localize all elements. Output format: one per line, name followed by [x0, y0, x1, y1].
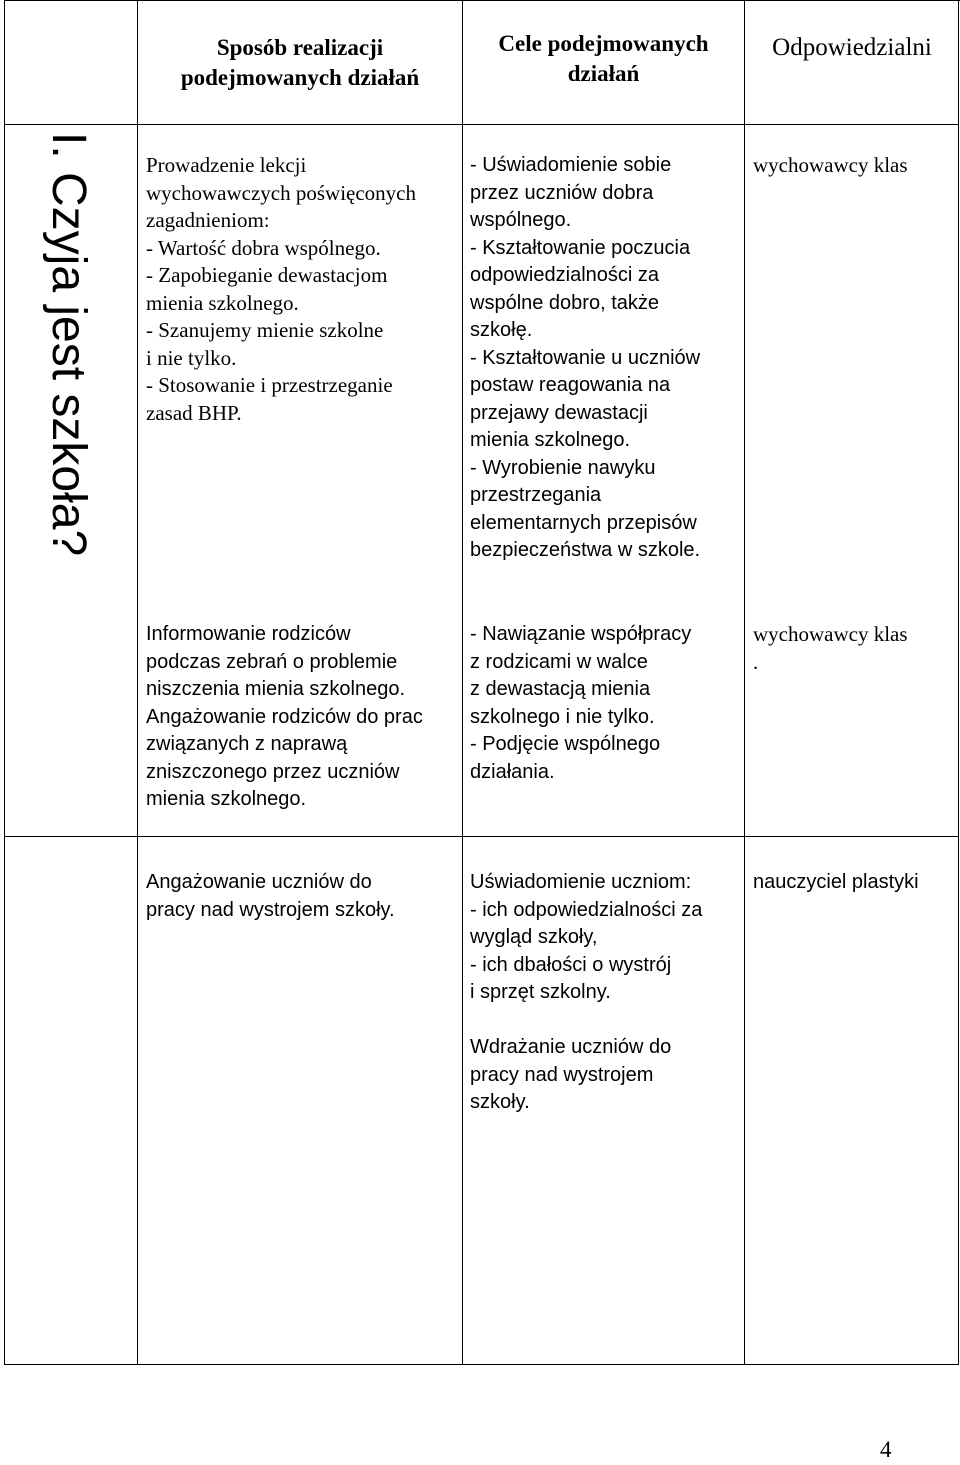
table-border-bottom [4, 1364, 959, 1365]
section-title: I. Czyja jest szkoła? [42, 132, 95, 557]
row3-responsible: nauczyciel plastyki [753, 871, 919, 893]
column-divider-1 [137, 0, 138, 1365]
column-divider-3 [744, 0, 745, 1365]
header-goals: Cele podejmowanych działań [498, 31, 709, 86]
row3-method: Angażowanie uczniów do pracy nad wystrojem szkoły. [146, 871, 395, 921]
row2-method: Informowanie rodziców podczas zebrań o problemie niszczenia mienia szkolnego. Angażowanie rodziców do prac związanych z naprawą zniszczonego przez uczniów mienia szkolnego. [146, 623, 423, 810]
row3-goals: Uświadomienie uczniom: - ich odpowiedzialności za wygląd szkoły, - ich dbałości o wystrój i sprzęt szkolny. [470, 871, 703, 1003]
page-number: 4 [880, 1437, 892, 1462]
header-responsible: Odpowiedzialni [772, 34, 932, 61]
section-title-wrapper [4, 132, 132, 692]
header-method: Sposób realizacji podejmowanych działań [180, 35, 420, 90]
table-border-right [958, 0, 959, 1365]
row2-goals: - Nawiązanie współpracy z rodzicami w walce z dewastacją mienia szkolnego i nie tylko. - Podjęcie wspólnego działania. [470, 623, 692, 783]
row2-responsible: wychowawcy klas . [753, 622, 908, 674]
column-divider-2 [462, 0, 463, 1365]
header-separator [4, 124, 959, 125]
row3-goals-extra: Wdrażanie uczniów do pracy nad wystrojem szkoły. [470, 1036, 672, 1113]
row1-method: Prowadzenie lekcji wychowawczych poświęconych zagadnieniom: - Wartość dobra wspólnego. - Zapobieganie dewastacjom mienia szkolnego. - Szanujemy mienie szkolne i nie tylko. - Stosowanie i przestrzeganie zasad BHP. [146, 153, 416, 425]
row1-goals: - Uświadomienie sobie przez uczniów dobra wspólnego. - Kształtowanie poczucia odpowiedzialności za wspólne dobro, także szkołę. - Kształtowanie u uczniów postaw reagowania na przejawy dewastacji mienia szkolnego. - Wyrobienie nawyku przestrzegania elementarnych przepisów bezpieczeństwa w szkole. [470, 154, 701, 561]
row1-responsible: wychowawcy klas [753, 153, 908, 177]
row-separator [4, 836, 959, 837]
table-border-top [4, 0, 960, 1]
